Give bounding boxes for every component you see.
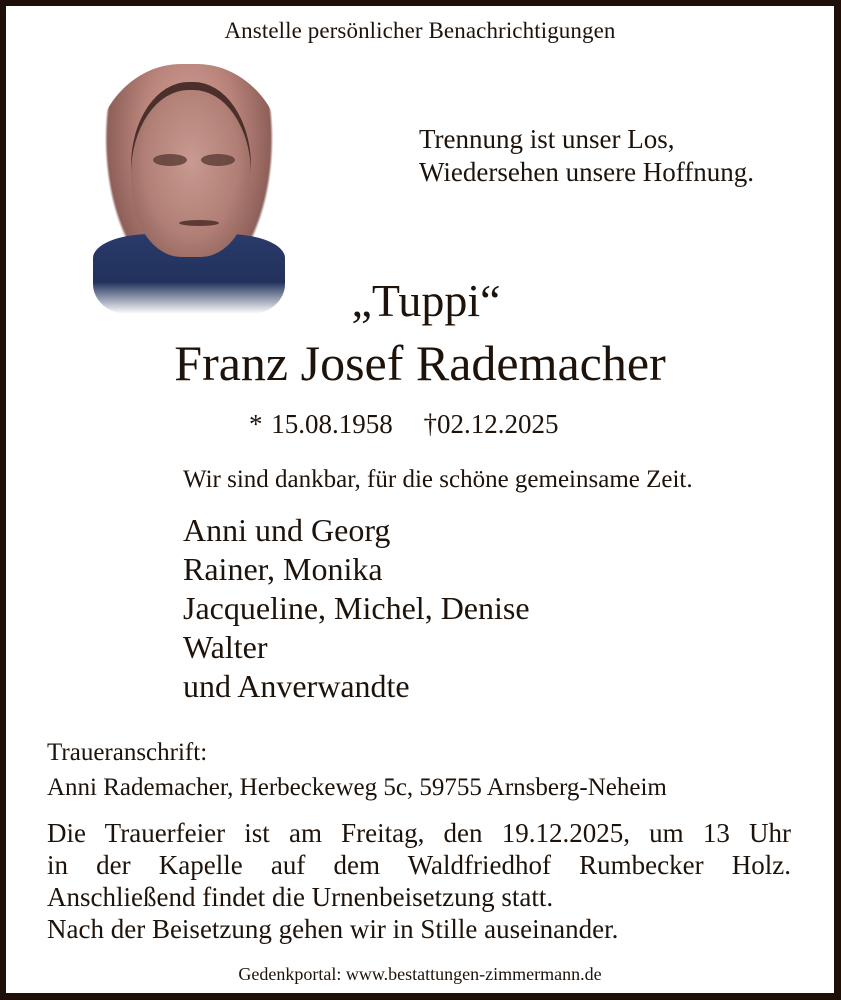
address-label: Traueranschrift:: [47, 739, 208, 766]
photo-mouth: [179, 220, 219, 226]
ceremony-info: [47, 817, 791, 945]
memorial-portal-link: Gedenkportal: www.bestattungen-zimmermann.de: [238, 964, 602, 984]
family-member: Walter: [183, 629, 268, 665]
death-cross-icon: †: [423, 409, 437, 439]
quote-line: Trennung ist unser Los,: [419, 124, 675, 154]
photo-eye-right: [201, 154, 235, 166]
ceremony-line: Nach der Beisetzung gehen wir in Stille auseinander.: [47, 914, 619, 944]
nickname: „Tuppi“: [351, 275, 501, 326]
family-member: Rainer, Monika: [183, 551, 383, 587]
ceremony-line: in der Kapelle auf dem Waldfriedhof Rumbecker Holz.: [47, 850, 791, 880]
ceremony-line: Die Trauerfeier ist am Freitag, den 19.12.2025, um 13 Uhr: [47, 818, 791, 848]
family-member: und Anverwandte: [183, 668, 410, 704]
birth-star-icon: *: [249, 409, 263, 439]
family-member: Anni und Georg: [183, 512, 391, 548]
family-member: Jacqueline, Michel, Denise: [183, 590, 530, 626]
address-value: Anni Rademacher, Herbeckeweg 5c, 59755 Arnsberg-Neheim: [47, 774, 667, 801]
memorial-quote: [419, 123, 754, 189]
notice-header: Anstelle persönlicher Benachrichtigungen: [224, 18, 616, 43]
life-dates: [249, 409, 559, 440]
deceased-name: Franz Josef Rademacher: [174, 335, 666, 391]
family-list: [183, 511, 530, 706]
quote-line: Wiedersehen unsere Hoffnung.: [419, 157, 755, 187]
ceremony-line: Anschließend findet die Urnenbeisetzung statt.: [47, 882, 554, 912]
thanks-text: Wir sind dankbar, für die schöne gemeinsame Zeit.: [183, 466, 693, 493]
death-date: 02.12.2025: [437, 409, 559, 439]
photo-eye-left: [153, 154, 187, 166]
birth-date: 15.08.1958: [271, 409, 393, 439]
photo-face: [131, 82, 251, 257]
